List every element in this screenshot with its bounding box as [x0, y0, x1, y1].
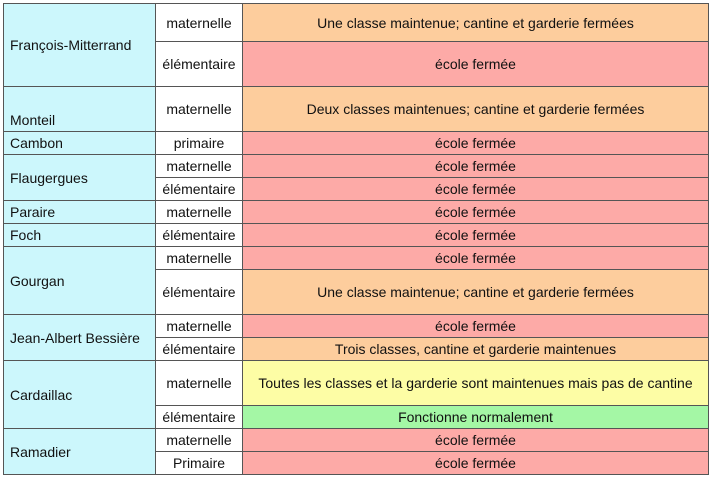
table-row	[4, 429, 709, 452]
table-row	[4, 4, 709, 42]
level-cell: maternelle	[156, 87, 243, 132]
school-name-cell: Paraire	[4, 201, 156, 224]
table-row	[4, 224, 709, 247]
level-cell: élémentaire	[156, 406, 243, 429]
status-cell: école fermée	[243, 201, 709, 224]
status-cell: école fermée	[243, 315, 709, 338]
school-name-cell: Cambon	[4, 132, 156, 155]
level-cell: primaire	[156, 132, 243, 155]
table-row	[4, 87, 709, 132]
status-cell: école fermée	[243, 178, 709, 201]
level-cell: élémentaire	[156, 224, 243, 247]
school-name-cell: François-Mitterrand	[4, 4, 156, 87]
status-cell: école fermée	[243, 155, 709, 178]
status-cell: Trois classes, cantine et garderie maintenues	[243, 338, 709, 361]
level-cell: élémentaire	[156, 178, 243, 201]
level-cell: élémentaire	[156, 270, 243, 315]
status-cell: Fonctionne normalement	[243, 406, 709, 429]
level-cell: élémentaire	[156, 338, 243, 361]
status-cell: école fermée	[243, 224, 709, 247]
school-status-table	[3, 3, 709, 475]
table-row	[4, 132, 709, 155]
level-cell: Primaire	[156, 452, 243, 475]
status-cell: école fermée	[243, 452, 709, 475]
status-cell: école fermée	[243, 42, 709, 87]
status-cell: Toutes les classes et la garderie sont maintenues mais pas de cantine	[243, 361, 709, 406]
table-row	[4, 155, 709, 178]
level-cell: maternelle	[156, 315, 243, 338]
status-cell: école fermée	[243, 132, 709, 155]
school-name-cell: Gourgan	[4, 247, 156, 315]
table-row	[4, 315, 709, 338]
school-name-cell: Monteil	[4, 87, 156, 132]
table-row	[4, 247, 709, 270]
level-cell: maternelle	[156, 361, 243, 406]
level-cell: maternelle	[156, 201, 243, 224]
status-cell: école fermée	[243, 247, 709, 270]
table-row	[4, 361, 709, 406]
school-name-cell: Cardaillac	[4, 361, 156, 429]
level-cell: maternelle	[156, 155, 243, 178]
status-cell: école fermée	[243, 429, 709, 452]
level-cell: maternelle	[156, 247, 243, 270]
status-cell: Deux classes maintenues; cantine et garderie fermées	[243, 87, 709, 132]
school-name-cell: Ramadier	[4, 429, 156, 475]
school-name-cell: Foch	[4, 224, 156, 247]
level-cell: maternelle	[156, 4, 243, 42]
level-cell: maternelle	[156, 429, 243, 452]
school-name-cell: Jean-Albert Bessière	[4, 315, 156, 361]
school-name-cell: Flaugergues	[4, 155, 156, 201]
status-cell: Une classe maintenue; cantine et garderie fermées	[243, 4, 709, 42]
level-cell: élémentaire	[156, 42, 243, 87]
table-row	[4, 201, 709, 224]
status-cell: Une classe maintenue; cantine et garderie fermées	[243, 270, 709, 315]
